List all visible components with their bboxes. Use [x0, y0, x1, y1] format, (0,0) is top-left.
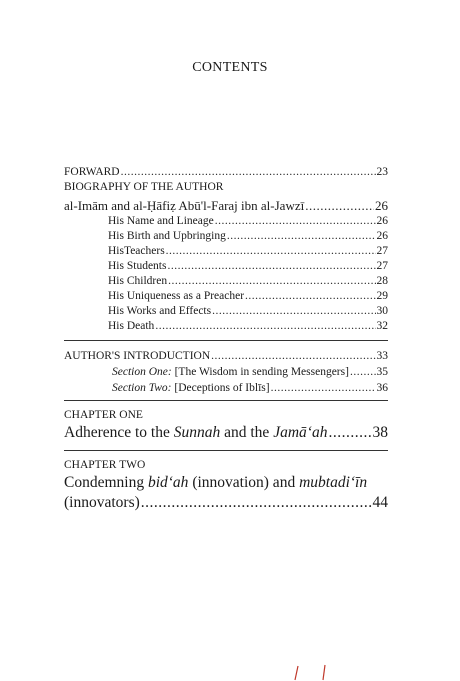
- toc-entry-label: [112, 366, 349, 378]
- toc-entry-label: [64, 424, 327, 442]
- toc-entry-students[interactable]: [108, 260, 388, 272]
- toc-page-number: 38: [372, 424, 388, 441]
- toc-page-number: 26: [375, 198, 388, 213]
- toc-entry-label: His Students: [108, 260, 167, 272]
- toc-leader-dots: [155, 320, 375, 332]
- toc-entry-section-two[interactable]: [112, 382, 388, 394]
- title-part-italic: Jamā‘ah: [273, 424, 328, 441]
- toc-page-number: 44: [372, 494, 388, 511]
- toc-heading-chapter-one: CHAPTER ONE: [64, 409, 143, 421]
- toc-entry-author-name[interactable]: [64, 198, 388, 214]
- toc-page-number: 30: [376, 305, 388, 317]
- pen-marks: [290, 664, 350, 681]
- toc-entry-label: His Name and Lineage: [108, 215, 214, 227]
- page-title: CONTENTS: [192, 60, 268, 75]
- toc-page-number: 35: [376, 366, 388, 378]
- toc-entry-label: [112, 382, 270, 394]
- toc-entry-preacher[interactable]: [108, 290, 388, 302]
- toc-page-number: 28: [376, 275, 388, 287]
- toc-entry-works[interactable]: [108, 305, 388, 317]
- title-part-italic: Sunnah: [173, 424, 221, 441]
- toc-entry-children[interactable]: [108, 275, 388, 287]
- toc-heading-biography: BIOGRAPHY OF THE AUTHOR: [64, 181, 224, 193]
- section-prefix: Section Two:: [112, 382, 172, 394]
- toc-leader-dots: [212, 305, 375, 317]
- title-part-italic: mubtadi‘īn: [299, 474, 368, 491]
- toc-page-number: 26: [376, 215, 388, 227]
- toc-leader-dots: [215, 215, 376, 227]
- section-divider: [64, 450, 388, 451]
- toc-entry-introduction[interactable]: [64, 350, 388, 362]
- toc-entry-label: HisTeachers: [108, 245, 165, 257]
- toc-leader-dots: [245, 290, 375, 302]
- toc-entry-chapter-two-line1[interactable]: [64, 474, 367, 492]
- toc-leader-dots: [166, 245, 376, 257]
- title-part: and the: [220, 424, 274, 441]
- toc-heading-chapter-two: CHAPTER TWO: [64, 459, 146, 471]
- toc-entry-label: FORWARD: [64, 166, 120, 178]
- toc-entry-section-one[interactable]: [112, 366, 388, 378]
- title-part-italic: bid‘ah: [147, 474, 189, 491]
- toc-leader-dots: [121, 166, 376, 178]
- title-part: (innovation) and: [188, 474, 300, 491]
- title-part: Adherence to the: [64, 424, 174, 441]
- toc-leader-dots: [227, 230, 376, 242]
- toc-leader-dots: [211, 350, 375, 362]
- toc-page-number: 26: [376, 230, 388, 242]
- toc-entry-label: al-Imām and al-Ḥāfiẓ Abū'l-Faraj ibn al-Jawzī: [64, 198, 305, 213]
- section-title: [The Wisdom in sending Messengers]: [174, 366, 349, 378]
- toc-entry-label: AUTHOR'S INTRODUCTION: [64, 350, 211, 362]
- toc-page-number: 36: [376, 382, 388, 394]
- toc-entry-forward[interactable]: [64, 166, 388, 178]
- title-part: Condemning: [64, 474, 148, 491]
- toc-page-number: 29: [376, 290, 388, 302]
- toc-leader-dots: [141, 494, 372, 512]
- toc-entry-teachers[interactable]: [108, 245, 388, 257]
- toc-leader-dots: [328, 424, 371, 442]
- toc-entry-label: His Children: [108, 275, 168, 287]
- toc-entry-chapter-two-line2[interactable]: [64, 494, 388, 512]
- section-divider: [64, 400, 388, 401]
- section-divider: [64, 340, 388, 341]
- toc-page-number: 33: [376, 350, 388, 362]
- toc-page-number: 27: [376, 260, 388, 272]
- section-title: [Deceptions of Iblīs]: [174, 382, 270, 394]
- section-prefix: Section One:: [112, 366, 172, 378]
- toc-entry-label: His Death: [108, 320, 155, 332]
- toc-entry-chapter-one[interactable]: [64, 424, 388, 442]
- toc-page-number: 23: [376, 166, 388, 178]
- toc-entry-name-lineage[interactable]: [108, 215, 388, 227]
- toc-leader-dots: [350, 366, 376, 378]
- toc-leader-dots: [167, 260, 375, 272]
- toc-leader-dots: [305, 198, 374, 214]
- toc-page-number: 32: [376, 320, 388, 332]
- toc-entry-label: His Uniqueness as a Preacher: [108, 290, 245, 302]
- toc-entry-label: His Birth and Upbringing: [108, 230, 226, 242]
- toc-leader-dots: [271, 382, 376, 394]
- toc-entry-label: (innovators): [64, 494, 140, 511]
- toc-entry-death[interactable]: [108, 320, 388, 332]
- toc-entry-birth[interactable]: [108, 230, 388, 242]
- toc-entry-label: His Works and Effects: [108, 305, 212, 317]
- toc-page-number: 27: [376, 245, 388, 257]
- toc-leader-dots: [168, 275, 375, 287]
